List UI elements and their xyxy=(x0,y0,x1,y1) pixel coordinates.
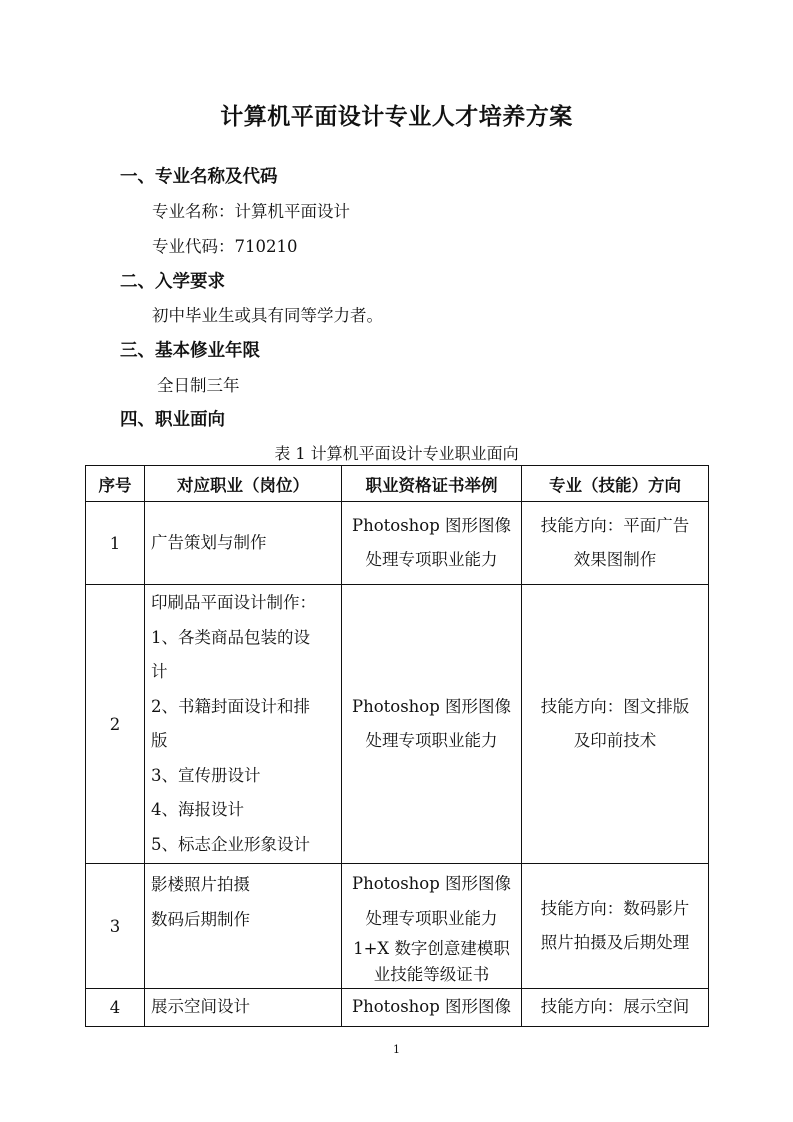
direction-line: 技能方向：展示空间 xyxy=(540,997,690,1017)
job-cell xyxy=(145,989,342,1027)
direction-line: 技能方向：图文排版 xyxy=(540,696,690,716)
page-number: 1 xyxy=(393,1043,400,1056)
direction-cell xyxy=(522,864,709,989)
row-number: 1 xyxy=(86,502,145,585)
header-direction: 专业（技能）方向 xyxy=(522,466,709,502)
job-line: 3、宣传册设计 xyxy=(151,765,261,785)
section-heading-admission: 二、入学要求 xyxy=(120,272,225,292)
job-line: 印刷品平面设计制作： xyxy=(151,593,316,612)
job-line: 版 xyxy=(151,731,168,750)
job-line: 影楼照片拍摄 xyxy=(151,875,250,894)
table-caption: 表 1 计算机平面设计专业职业面向 xyxy=(274,444,519,463)
job-line: 5、标志企业形象设计 xyxy=(151,834,310,854)
job-line: 展示空间设计 xyxy=(151,997,250,1017)
section-heading-major: 一、专业名称及代码 xyxy=(120,167,278,187)
career-table xyxy=(85,465,709,1027)
cert-line: Photoshop 图形图像 xyxy=(351,515,512,535)
cert-cell xyxy=(342,502,522,585)
row-number: 2 xyxy=(86,585,145,864)
job-cell xyxy=(145,585,342,864)
job-line: 计 xyxy=(151,662,168,681)
cert-line: 处理专项职业能力 xyxy=(365,908,498,928)
direction-cell xyxy=(522,989,709,1027)
job-line: 2、书籍封面设计和排 xyxy=(151,696,310,716)
cert-line: 处理专项职业能力 xyxy=(365,550,498,569)
table-row xyxy=(86,585,709,864)
row-number: 4 xyxy=(86,989,145,1027)
cert-cell xyxy=(342,864,522,989)
cert-line: Photoshop 图形图像 xyxy=(351,874,512,893)
cert-line: 业技能等级证书 xyxy=(373,965,490,984)
header-no: 序号 xyxy=(86,466,145,502)
direction-line: 照片拍摄及后期处理 xyxy=(540,933,690,952)
direction-line: 效果图制作 xyxy=(573,550,657,569)
direction-line: 技能方向：数码影片 xyxy=(540,898,690,918)
table-row xyxy=(86,864,709,989)
document-title: 计算机平面设计专业人才培养方案 xyxy=(220,104,573,130)
job-line: 1、各类商品包装的设 xyxy=(151,627,310,647)
table-row xyxy=(86,502,709,585)
cert-line: 1+X 数字创意建模职 xyxy=(353,939,510,958)
major-code-text: 专业代码：710210 xyxy=(152,237,298,256)
job-cell xyxy=(145,502,342,585)
direction-cell xyxy=(522,585,709,864)
header-cert: 职业资格证书举例 xyxy=(342,466,522,502)
major-name-text: 专业名称：计算机平面设计 xyxy=(152,202,350,221)
section-heading-career: 四、职业面向 xyxy=(120,410,225,430)
section-heading-duration: 三、基本修业年限 xyxy=(120,341,260,361)
row-number: 3 xyxy=(86,864,145,989)
direction-line: 及印前技术 xyxy=(573,731,657,750)
job-line: 4、海报设计 xyxy=(151,800,244,819)
table-row xyxy=(86,989,709,1027)
cert-cell xyxy=(342,989,522,1027)
cert-cell xyxy=(342,585,522,864)
job-line: 广告策划与制作 xyxy=(151,532,267,552)
cert-line: Photoshop 图形图像 xyxy=(351,997,512,1017)
cert-line: Photoshop 图形图像 xyxy=(351,696,512,716)
job-cell xyxy=(145,864,342,989)
cert-line: 处理专项职业能力 xyxy=(365,731,498,750)
job-line: 数码后期制作 xyxy=(151,909,250,929)
direction-line: 技能方向：平面广告 xyxy=(540,515,690,535)
duration-text: 全日制三年 xyxy=(157,376,240,395)
header-job: 对应职业（岗位） xyxy=(145,466,342,502)
admission-text: 初中毕业生或具有同等学力者。 xyxy=(152,306,383,325)
direction-cell xyxy=(522,502,709,585)
table-header-row xyxy=(86,466,709,502)
